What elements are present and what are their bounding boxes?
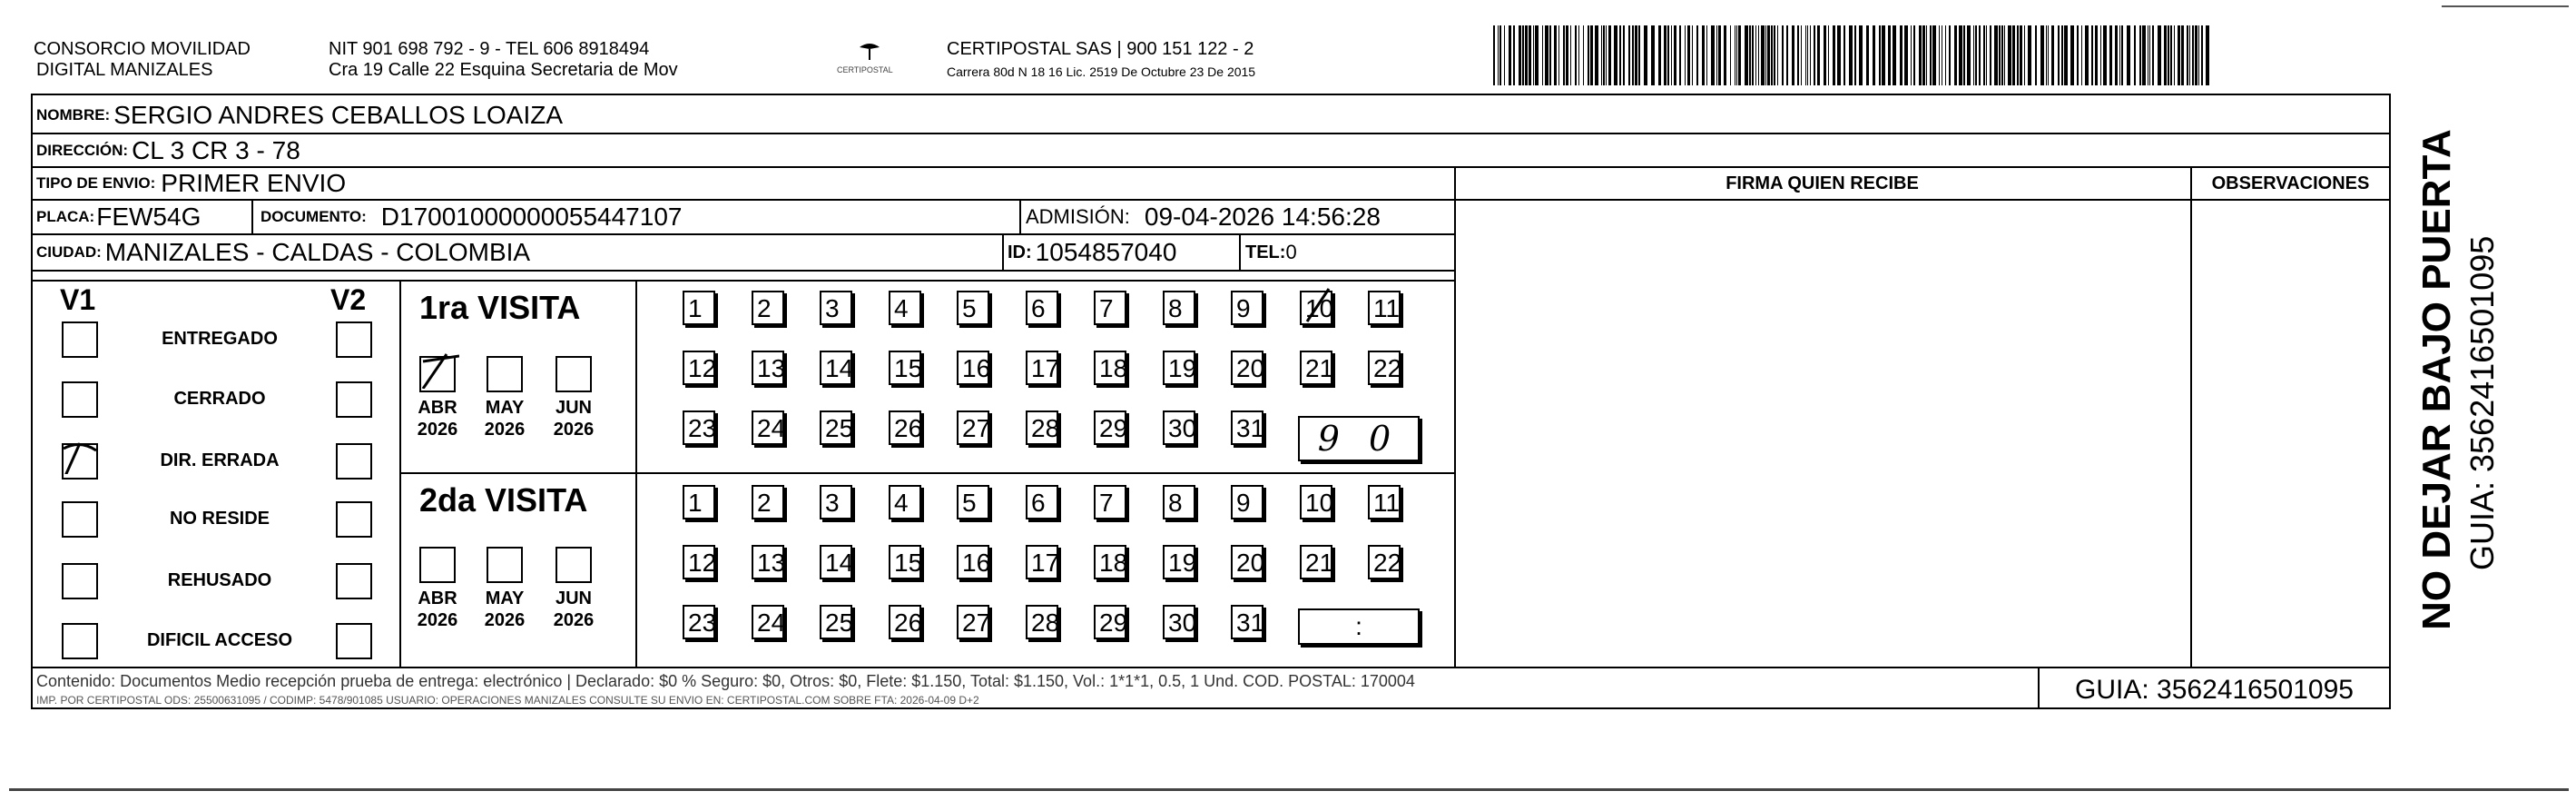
day-box[interactable]: 8 (1163, 291, 1195, 325)
observaciones-header: OBSERVACIONES (2211, 173, 2370, 193)
day-box[interactable]: 7 (1094, 291, 1126, 325)
day-box[interactable]: 13 (752, 351, 784, 385)
v2-checkbox[interactable] (336, 501, 372, 538)
day-box[interactable]: 9 (1231, 291, 1263, 325)
day-box[interactable]: 24 (752, 410, 784, 445)
month-year: 2026 (484, 420, 526, 440)
tipo-envio-row (36, 168, 346, 199)
nombre-value: SERGIO ANDRES CEBALLOS LOAIZA (113, 101, 564, 129)
day-box[interactable]: 14 (820, 351, 852, 385)
v1-checkbox[interactable] (62, 623, 98, 659)
day-box[interactable]: 6 (1026, 485, 1058, 519)
month-checkbox[interactable] (487, 356, 523, 392)
ciudad-label: CIUDAD: (36, 243, 102, 261)
month-year: 2026 (484, 610, 526, 630)
admision-value: 09-04-2026 14:56:28 (1144, 203, 1381, 231)
placa-cell (36, 201, 201, 233)
month-checkbox[interactable] (556, 356, 592, 392)
v2-checkbox[interactable] (336, 443, 372, 480)
day-box[interactable]: 26 (889, 410, 921, 445)
day-box[interactable]: 2 (752, 291, 784, 325)
day-box[interactable]: 10 (1300, 485, 1332, 519)
strike-mark (1302, 285, 1338, 327)
v1-checkbox[interactable] (62, 381, 98, 418)
day-box[interactable]: 16 (957, 545, 989, 579)
month-year: 2026 (553, 420, 595, 440)
admision-label: ADMISIÓN: (1026, 205, 1130, 228)
day-box[interactable]: 1 (683, 291, 715, 325)
day-box[interactable]: 22 (1368, 545, 1401, 579)
placa-label: PLACA: (36, 208, 95, 225)
id-label: ID: (1008, 242, 1032, 262)
month-label: ABR (418, 588, 457, 608)
day-box[interactable]: 4 (889, 291, 921, 325)
ciudad-value: MANIZALES - CALDAS - COLOMBIA (104, 238, 531, 266)
placa-value: FEW54G (96, 203, 202, 231)
day-box[interactable]: 16 (957, 351, 989, 385)
tel-label: TEL: (1245, 242, 1286, 262)
month-checkbox[interactable] (419, 547, 456, 583)
status-label: ENTREGADO (162, 329, 278, 349)
visit2-hour-field[interactable]: : (1298, 608, 1420, 645)
day-box[interactable]: 21 (1300, 351, 1332, 385)
day-box[interactable]: 3 (820, 291, 852, 325)
day-box[interactable]: 26 (889, 605, 921, 639)
direccion-label: DIRECCIÓN: (36, 142, 129, 159)
documento-cell (261, 201, 682, 233)
v2-checkbox[interactable] (336, 623, 372, 659)
day-box[interactable]: 24 (752, 605, 784, 639)
v2-checkbox[interactable] (336, 563, 372, 599)
day-box[interactable]: 18 (1094, 351, 1126, 385)
company-name-line2: DIGITAL MANIZALES (36, 60, 213, 80)
month-checkbox[interactable] (487, 547, 523, 583)
day-box[interactable]: 11 (1368, 291, 1401, 325)
company-nit: NIT 901 698 792 - 9 - TEL 606 8918494 (329, 39, 650, 59)
day-box[interactable]: 13 (752, 545, 784, 579)
company-name-line1: CONSORCIO MOVILIDAD (34, 39, 251, 59)
month-year: 2026 (417, 420, 458, 440)
day-box[interactable]: 5 (957, 291, 989, 325)
day-box[interactable]: 20 (1231, 351, 1263, 385)
day-box[interactable]: 1 (683, 485, 715, 519)
documento-value: D17001000000055447107 (380, 203, 683, 231)
status-label: CERRADO (173, 389, 266, 409)
day-box[interactable]: 19 (1163, 351, 1195, 385)
courier-address: Carrera 80d N 18 16 Lic. 2519 De Octubre 23 De 2015 (947, 64, 1256, 79)
day-box[interactable]: 5 (957, 485, 989, 519)
cut-line (9, 788, 2569, 791)
tel-cell (1245, 235, 1297, 270)
day-box[interactable]: 7 (1094, 485, 1126, 519)
v1-checkbox[interactable] (62, 321, 98, 358)
month-checkbox[interactable] (556, 547, 592, 583)
firma-header: FIRMA QUIEN RECIBE (1726, 173, 1919, 193)
visit1-title: 1ra VISITA (419, 289, 581, 326)
month-label: JUN (555, 588, 592, 608)
status-label: DIR. ERRADA (160, 450, 280, 470)
day-box[interactable]: 2 (752, 485, 784, 519)
company-address: Cra 19 Calle 22 Esquina Secretaria de Mov (329, 60, 678, 80)
footer-impresion: IMP. POR CERTIPOSTAL ODS: 25500631095 / CODIMP: 5478/901085 USUARIO: OPERACIONES MANIZALES CONSULTE SU ENVIO EN: CERTIPOSTAL.COM SOBRE FTA: 2026-04-09 D+2 (36, 694, 979, 707)
day-box[interactable]: 29 (1094, 410, 1126, 445)
v1-header: V1 (60, 283, 96, 316)
v1-checkbox[interactable] (62, 443, 98, 480)
day-box[interactable]: 17 (1026, 351, 1058, 385)
status-label: REHUSADO (167, 570, 272, 590)
nombre-row (36, 98, 563, 133)
v1-checkbox[interactable] (62, 563, 98, 599)
month-year: 2026 (553, 610, 595, 630)
day-box[interactable]: 4 (889, 485, 921, 519)
day-box[interactable]: 9 (1231, 485, 1263, 519)
month-checkbox[interactable] (419, 356, 456, 392)
day-box[interactable]: 19 (1163, 545, 1195, 579)
day-box[interactable]: 29 (1094, 605, 1126, 639)
day-box[interactable]: 8 (1163, 485, 1195, 519)
certipostal-logo-icon (858, 42, 881, 62)
v2-checkbox[interactable] (336, 381, 372, 418)
day-box[interactable]: 27 (957, 410, 989, 445)
month-label: JUN (555, 398, 592, 418)
day-box[interactable]: 21 (1300, 545, 1332, 579)
day-box[interactable]: 31 (1231, 410, 1263, 445)
day-box[interactable]: 10 (1300, 291, 1332, 325)
day-box[interactable]: 14 (820, 545, 852, 579)
no-dejar-bajo-puerta-text: NO DEJAR BAJO PUERTA (2414, 129, 2459, 630)
direccion-row (36, 134, 300, 167)
v2-header: V2 (330, 283, 367, 316)
visit2-title: 2da VISITA (419, 481, 588, 519)
nombre-label: NOMBRE: (36, 106, 111, 124)
footer-contenido: Contenido: Documentos Medio recepción prueba de entrega: electrónico | Declarado: $0 % Seguro: $0, Otros: $0, Flete: $1.150, Total: $1.150, Vol.: 1*1*1, 0.5, 1 Und. COD. POSTAL: 170004 (36, 672, 1415, 690)
day-box[interactable]: 28 (1026, 410, 1058, 445)
day-box[interactable]: 15 (889, 351, 921, 385)
day-box[interactable]: 25 (820, 605, 852, 639)
day-box[interactable]: 30 (1163, 605, 1195, 639)
day-box[interactable]: 12 (683, 545, 715, 579)
day-box[interactable]: 30 (1163, 410, 1195, 445)
day-box[interactable]: 3 (820, 485, 852, 519)
status-label: NO RESIDE (169, 509, 270, 529)
footer-guia: GUIA: 3562416501095 (2075, 675, 2354, 705)
day-box[interactable]: 12 (683, 351, 715, 385)
month-label: MAY (485, 398, 525, 418)
day-box[interactable]: 20 (1231, 545, 1263, 579)
vertical-guia-text: GUIA: 3562416501095 (2463, 235, 2501, 570)
v1-checkbox[interactable] (62, 501, 98, 538)
edge-mark (2442, 5, 2569, 7)
id-cell (1008, 235, 1176, 270)
month-year: 2026 (417, 610, 458, 630)
tipo-envio-label: TIPO DE ENVIO: (36, 174, 156, 192)
direccion-value: CL 3 CR 3 - 78 (132, 136, 300, 164)
admision-cell (1026, 201, 1381, 233)
day-box[interactable]: 25 (820, 410, 852, 445)
day-box[interactable]: 17 (1026, 545, 1058, 579)
vertical-notice (2407, 116, 2525, 643)
id-value: 1054857040 (1035, 238, 1177, 266)
visit1-hour-field[interactable]: 9 0 (1298, 416, 1420, 461)
day-box[interactable]: 22 (1368, 351, 1401, 385)
day-box[interactable]: 18 (1094, 545, 1126, 579)
tel-value: 0 (1285, 241, 1297, 263)
barcode (1493, 25, 2219, 89)
courier-name: CERTIPOSTAL SAS | 900 151 122 - 2 (947, 39, 1254, 59)
tipo-envio-value: PRIMER ENVIO (161, 169, 347, 197)
day-box[interactable]: 31 (1231, 605, 1263, 639)
day-box[interactable]: 23 (683, 605, 715, 639)
day-box[interactable]: 23 (683, 410, 715, 445)
day-box[interactable]: 15 (889, 545, 921, 579)
v2-checkbox[interactable] (336, 321, 372, 358)
day-box[interactable]: 27 (957, 605, 989, 639)
logo-caption: CERTIPOSTAL (837, 65, 893, 74)
documento-label: DOCUMENTO: (261, 208, 367, 225)
day-box[interactable]: 28 (1026, 605, 1058, 639)
month-label: ABR (418, 398, 457, 418)
month-label: MAY (485, 588, 525, 608)
day-box[interactable]: 6 (1026, 291, 1058, 325)
ciudad-cell (36, 235, 530, 270)
status-label: DIFICIL ACCESO (146, 630, 292, 650)
day-box[interactable]: 11 (1368, 485, 1401, 519)
